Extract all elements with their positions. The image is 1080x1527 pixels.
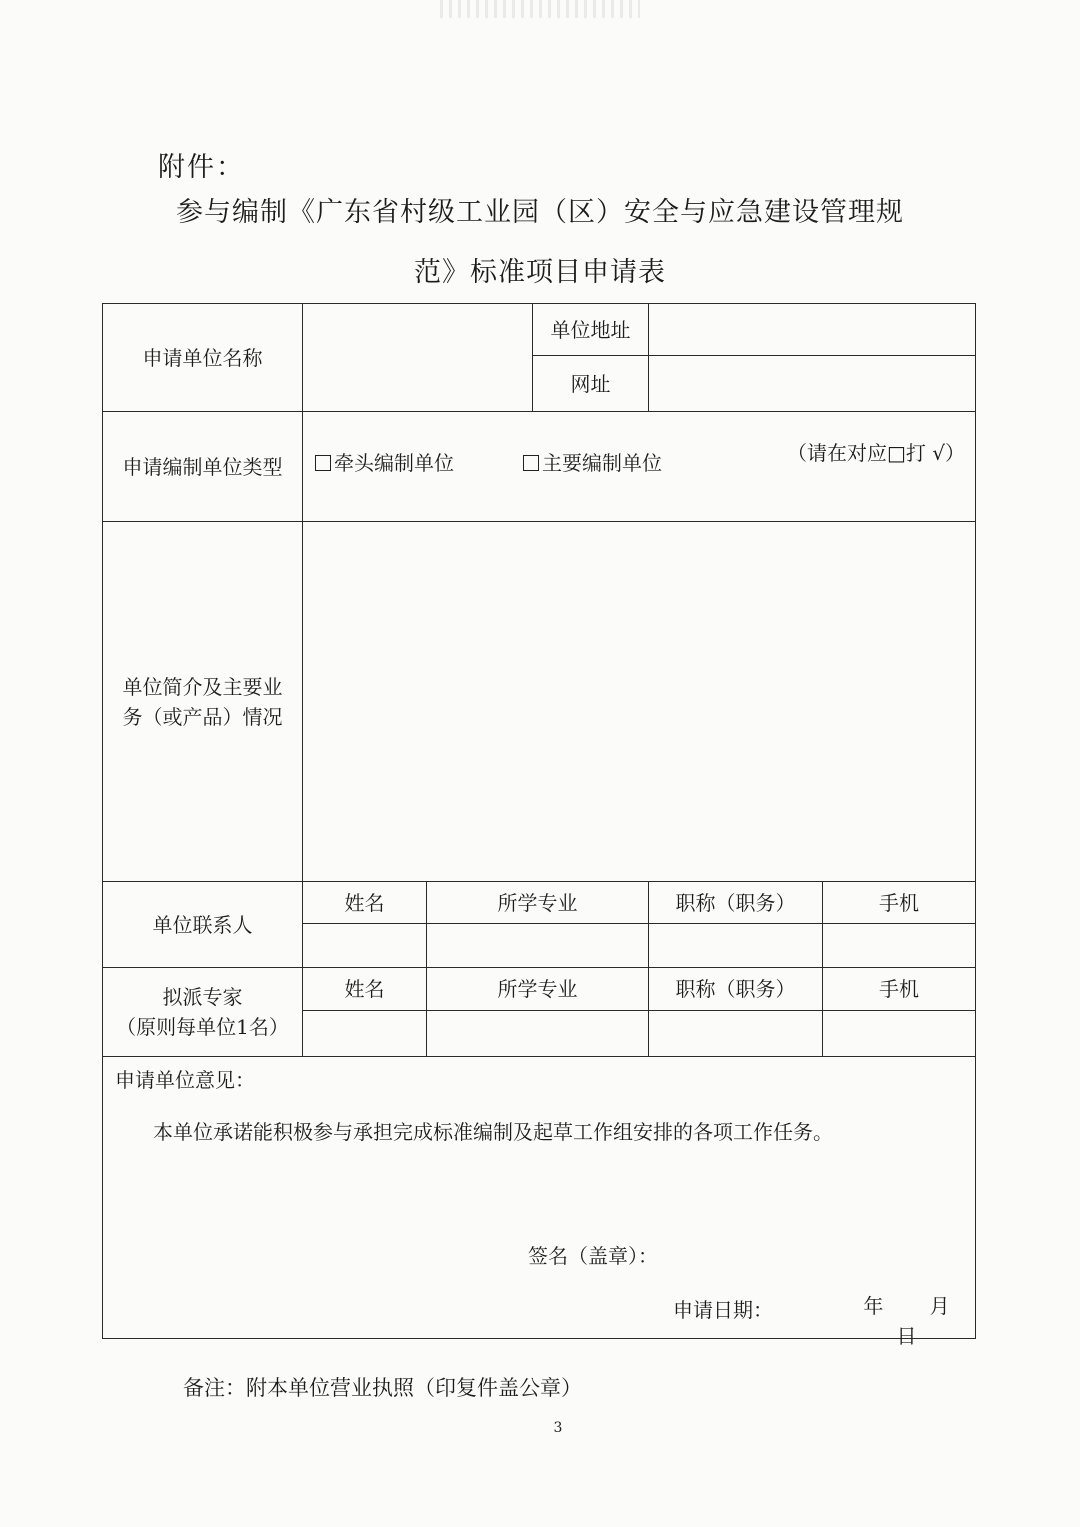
- contact-phone-field[interactable]: [823, 924, 976, 968]
- contact-label: 单位联系人: [103, 882, 303, 968]
- unit-type-options: [303, 412, 976, 522]
- expert-label-line-1: 拟派专家: [162, 985, 243, 1009]
- expert-phone-field[interactable]: [823, 1011, 976, 1057]
- website-field[interactable]: [649, 356, 976, 412]
- intro-field[interactable]: [303, 522, 976, 882]
- contact-major-field[interactable]: [427, 924, 649, 968]
- page-number: 3: [553, 1420, 563, 1436]
- opinion-text: 本单位承诺能积极参与承担完成标准编制及起草工作组安排的各项工作任务。: [153, 1120, 833, 1144]
- opinion-section[interactable]: [103, 1057, 976, 1348]
- applicant-name-label: 申请单位名称: [103, 304, 303, 412]
- opinion-label: 申请单位意见：: [115, 1068, 255, 1092]
- contact-col-phone: 手机: [823, 882, 976, 924]
- expert-label-line-2: （原则每单位1名）: [116, 1015, 289, 1039]
- lead-unit-label: 牵头编制单位: [334, 451, 454, 475]
- address-field[interactable]: [649, 304, 976, 356]
- contact-col-name: 姓名: [303, 882, 427, 924]
- expert-col-title: 职称（职务）: [649, 968, 823, 1011]
- intro-label-line-2: 务（或产品）情况: [122, 704, 283, 729]
- intro-label: [103, 522, 303, 882]
- expert-name-field[interactable]: [303, 1011, 427, 1057]
- lead-unit-option[interactable]: [315, 448, 454, 478]
- scan-artifact: [440, 0, 640, 18]
- signature-label: 签名（盖章）：: [528, 1244, 658, 1268]
- expert-title-field[interactable]: [649, 1011, 823, 1057]
- contact-name-field[interactable]: [303, 924, 427, 968]
- main-unit-label: 主要编制单位: [542, 451, 662, 475]
- applicant-name-field[interactable]: [303, 304, 533, 412]
- main-unit-option[interactable]: [523, 448, 662, 478]
- expert-col-name: 姓名: [303, 968, 427, 1011]
- contact-col-title: 职称（职务）: [649, 882, 823, 924]
- address-label: 单位地址: [533, 304, 649, 356]
- footnote: 备注：附本单位营业执照（印复件盖公章）: [183, 1376, 582, 1400]
- unit-type-label: 申请编制单位类型: [103, 412, 303, 522]
- expert-col-phone: 手机: [823, 968, 976, 1011]
- check-hint: （请在对应□打 √）: [787, 441, 965, 465]
- contact-col-major: 所学专业: [427, 882, 649, 924]
- application-form-table: [102, 303, 976, 1348]
- expert-major-field[interactable]: [427, 1011, 649, 1057]
- date-label: 申请日期：: [673, 1298, 773, 1322]
- contact-title-field[interactable]: [649, 924, 823, 968]
- expert-label: [103, 968, 303, 1057]
- form-title-line-1: 参与编制《广东省村级工业园（区）安全与应急建设管理规: [176, 197, 904, 228]
- website-label: 网址: [533, 356, 649, 412]
- intro-label-line-1: 单位简介及主要业: [122, 674, 283, 699]
- attachment-label: 附件：: [158, 152, 245, 183]
- form-title-line-2: 范》标准项目申请表: [414, 257, 666, 288]
- expert-col-major: 所学专业: [427, 968, 649, 1011]
- main-unit-checkbox[interactable]: [523, 455, 539, 471]
- date-year-month-day: 年 月 日: [863, 1294, 950, 1348]
- lead-unit-checkbox[interactable]: [315, 455, 331, 471]
